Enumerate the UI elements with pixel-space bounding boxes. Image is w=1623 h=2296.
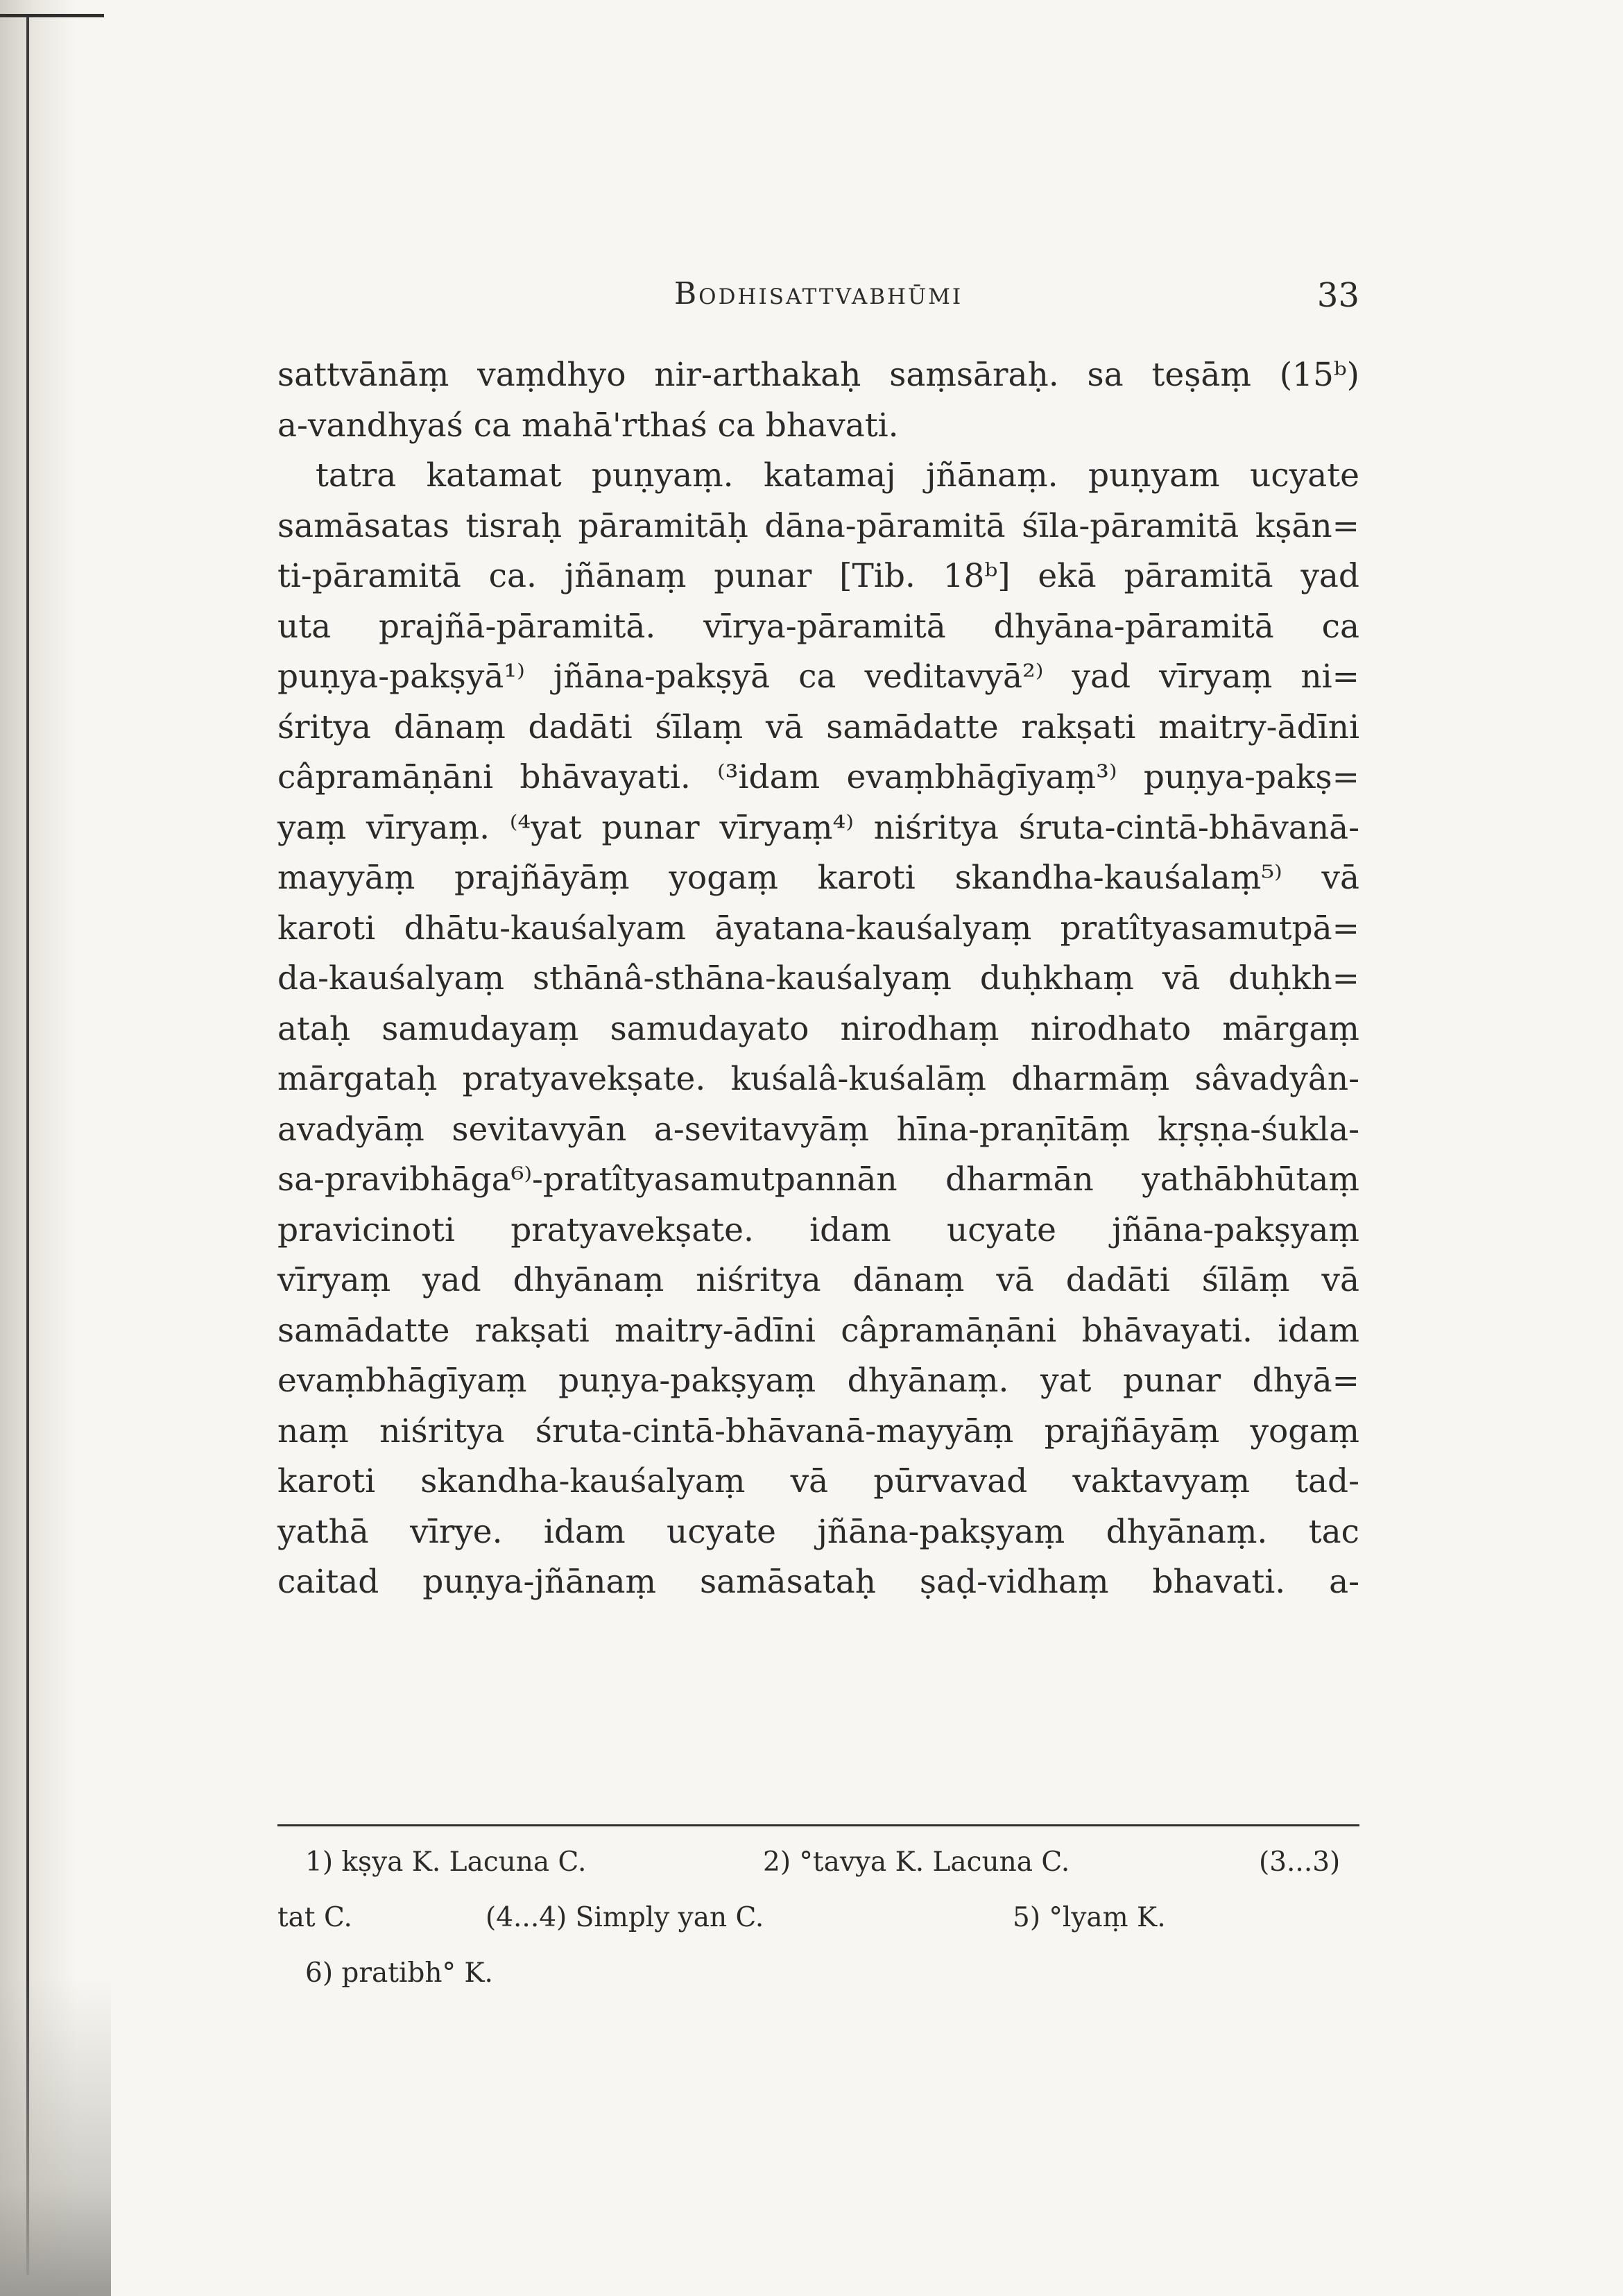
text-line: śritya dānaṃ dadāti śīlaṃ vā samādatte rakṣati maitry-ādīni [277, 708, 1359, 746]
running-title: Bodhisattvabhūmi [673, 276, 963, 311]
running-head [277, 276, 1359, 325]
footnote-1: 1) kṣya K. Lacuna C. [305, 1847, 587, 1878]
binding-edge-line [26, 14, 29, 2275]
text-line: sattvānāṃ vaṃdhyo nir-arthakaḥ saṃsāraḥ. sa teṣāṃ (15ᵇ) [277, 356, 1359, 394]
text-line: mayyāṃ prajñāyāṃ yogaṃ karoti skandha-kauśalaṃ⁵⁾ vā [277, 859, 1359, 897]
text-line: mārgataḥ pratyavekṣate. kuśalâ-kuśalāṃ dharmāṃ sâvadyân- [277, 1060, 1359, 1098]
footnote-rule [277, 1824, 1359, 1826]
text-line: sa-pravibhāga⁶⁾-pratîtyasamutpannān dharmān yathābhūtaṃ [277, 1160, 1359, 1199]
text-line: yaṃ vīryaṃ. ⁽⁴yat punar vīryaṃ⁴⁾ niśritya śruta-cintā-bhāvanā- [277, 808, 1359, 847]
text-line: uta prajñā-pāramitā. vīrya-pāramitā dhyāna-pāramitā ca [277, 607, 1359, 646]
scan-smudge [0, 1977, 111, 2296]
body-text [277, 350, 1359, 1608]
text-line: pravicinoti pratyavekṣate. idam ucyate jñāna-pakṣyaṃ [277, 1210, 1359, 1249]
text-line: tatra katamat puṇyaṃ. katamaj jñānaṃ. puṇyam ucyate [316, 456, 1359, 495]
binding-shadow [0, 0, 76, 2296]
text-line: samādatte rakṣati maitry-ādīni câpramāṇāni bhāvayati. idam [277, 1311, 1359, 1350]
text-line: evaṃbhāgīyaṃ puṇya-pakṣyaṃ dhyānaṃ. yat punar dhyā= [277, 1362, 1359, 1400]
text-line: puṇya-pakṣyā¹⁾ jñāna-pakṣyā ca veditavyā²⁾ yad vīryaṃ ni= [277, 658, 1359, 696]
footnote-5: 5) °lyaṃ K. [1013, 1902, 1166, 1933]
footnote-3: tat C. [277, 1902, 352, 1933]
text-line: avadyāṃ sevitavyān a-sevitavyāṃ hīna-praṇītāṃ kṛṣṇa-śukla- [277, 1110, 1359, 1149]
text-line: yathā vīrye. idam ucyate jñāna-pakṣyaṃ dhyānaṃ. tac [277, 1512, 1359, 1551]
text-line: a-vandhyaś ca mahā'rthaś ca bhavati. [277, 406, 899, 445]
text-line: câpramāṇāni bhāvayati. ⁽³idam evaṃbhāgīyaṃ³⁾ puṇya-pakṣ= [277, 758, 1359, 796]
text-line: vīryaṃ yad dhyānaṃ niśritya dānaṃ vā dadāti śīlāṃ vā [277, 1261, 1359, 1299]
footnote-2: 2) °tavya K. Lacuna C. [763, 1847, 1070, 1878]
footnote-3-marker: (3...3) [1259, 1847, 1341, 1878]
text-line: naṃ niśritya śruta-cintā-bhāvanā-mayyāṃ prajñāyāṃ yogaṃ [277, 1412, 1359, 1450]
text-line: da-kauśalyaṃ sthānâ-sthāna-kauśalyaṃ duḥkhaṃ vā duḥkh= [277, 959, 1359, 997]
corner-mark [0, 14, 104, 17]
text-line: karoti dhātu-kauśalyam āyatana-kauśalyaṃ pratîtyasamutpā= [277, 909, 1359, 948]
page-number: 33 [1316, 276, 1359, 315]
text-line: caitad puṇya-jñānaṃ samāsataḥ ṣaḍ-vidhaṃ bhavati. a- [277, 1563, 1359, 1601]
footnote-6: 6) pratibh° K. [305, 1957, 493, 1989]
text-line: ataḥ samudayaṃ samudayato nirodhaṃ nirodhato mārgaṃ [277, 1009, 1359, 1048]
text-line: samāsatas tisraḥ pāramitāḥ dāna-pāramitā śīla-pāramitā kṣān= [277, 506, 1359, 545]
footnotes [277, 1835, 1359, 2001]
text-line: ti-pāramitā ca. jñānaṃ punar [Tib. 18ᵇ] ekā pāramitā yad [277, 557, 1359, 595]
footnote-4: (4...4) Simply yan C. [486, 1902, 764, 1933]
text-line: karoti skandha-kauśalyaṃ vā pūrvavad vaktavyaṃ tad- [277, 1462, 1359, 1500]
